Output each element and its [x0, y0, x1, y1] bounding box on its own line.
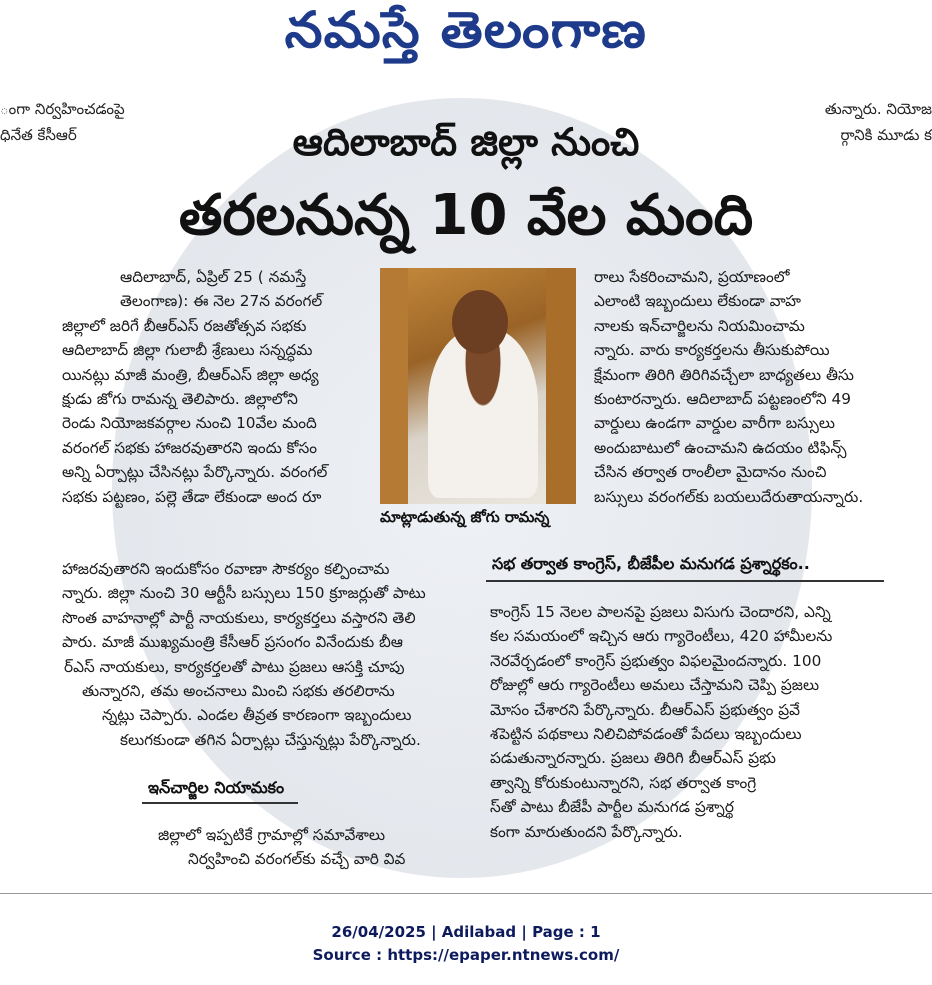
- left-column-full: [62, 557, 482, 752]
- right-column-bottom: [490, 600, 910, 844]
- footer-divider: [0, 893, 932, 894]
- text-line: వార్డులు ఉండగా వార్డుల వారీగా బస్సులు: [594, 414, 835, 433]
- photo-caption: మాట్లాడుతున్న జోగు రామన్న: [380, 508, 550, 526]
- text-line: న్నారు. జిల్లా నుంచి 30 ఆర్టీసీ బస్సులు 150 క్రూజర్లుతో పాటు: [62, 584, 426, 603]
- text-line: సభకు పట్టణం, పల్లె తేడా లేకుండా అంద రూ: [62, 487, 322, 506]
- headline-line-2: తరలనున్న 10 వేల మంది: [178, 183, 754, 248]
- text-line: అన్ని ఏర్పాట్లు చేసినట్లు పేర్కొన్నారు. వరంగల్: [62, 463, 328, 482]
- text-line: జిల్లాలో ఇప్పటికే గ్రామాల్లో సమావేశాలు: [158, 826, 386, 844]
- text-line: పారు. మాజీ ముఖ్యమంత్రి కేసీఆర్ ప్రసంగం వినేందుకు బీఆ: [62, 633, 404, 652]
- text-line: నాలకు ఇన్‌చార్జిలను నియమించామ: [594, 316, 805, 335]
- text-line: ఆదిలాబాద్, ఏప్రిల్ 25 ( నమస్తే: [120, 268, 307, 286]
- subhead-underline: [486, 580, 884, 582]
- text-line: స్‌తో పాటు బీజేపీ పార్టీల మనుగడ ప్రశ్నార్థ: [490, 798, 734, 817]
- text-line: వరంగల్ సభకు హాజరవుతారని ఇందు కోసం: [62, 438, 317, 457]
- text-line: హాజరవుతారని ఇందుకోసం రవాణా సౌకర్యం కల్పించామ: [62, 560, 390, 578]
- text-line: త్వాన్ని కోరుకుంటున్నారని, సభ తర్వాత కాంగ్రె: [490, 773, 757, 792]
- headline-line-1: ఆదిలాబాద్ జిల్లా నుంచి: [292, 120, 640, 164]
- text-line: క్షుడు జోగు రామన్న తెలిపారు. జిల్లాలోని: [62, 390, 298, 409]
- edge-line: తున్నారు. నియోజ: [824, 100, 932, 118]
- footer-date-edition: 26/04/2025 | Adilabad | Page : 1: [331, 923, 601, 941]
- text-line: శపెట్టిన పథకాలు నిలిచిపోవడంతో పేదలు ఇబ్బందులు: [490, 725, 802, 744]
- text-line: న్నారు. వారు కార్యకర్తలను తీసుకుపోయి: [594, 341, 830, 360]
- text-line: చేసిన తర్వాత రాంలీలా మైదానం నుంచి: [594, 463, 827, 482]
- subhead-congress-bjp: సభ తర్వాత కాంగ్రెస్, బీజేపీల మనుగడ ప్రశ్నార్థకం..: [492, 554, 810, 573]
- edge-line: ంగా నిర్వహించడంపై: [0, 100, 125, 118]
- text-line: తెలంగాణ): ఈ నెల 27న వరంగల్: [120, 292, 323, 311]
- text-line: క్షేమంగా తిరిగి తిరిగివచ్చేలా బాధ్యతలు తీసు: [594, 365, 854, 384]
- newspaper-logo: నమస్తే తెలంగాణ: [284, 0, 648, 59]
- edge-line: ధినేత కేసీఆర్: [0, 126, 77, 144]
- text-line: కలుగకుండా తగిన ఏర్పాట్లు చేస్తున్నట్లు పేర్కొన్నారు.: [120, 730, 421, 749]
- text-line: కాంగ్రెస్ 15 నెలల పాలనపై ప్రజలు విసుగు చెందారని, ఎన్ని: [490, 603, 831, 621]
- text-line: నిర్వహించి వరంగల్‌కు వచ్చే వారి వివ: [188, 850, 406, 869]
- text-line: కంగా మారుతుందని పేర్కొన్నారు.: [490, 822, 683, 841]
- text-line: న్నట్లు చెప్పారు. ఎండల తీవ్రత కారణంగా ఇబ్బందులు: [102, 706, 412, 725]
- text-line: కల సమయంలో ఇచ్చిన ఆరు గ్యారెంటీలు, 420 హామీలను: [490, 627, 833, 646]
- masthead: [0, 0, 932, 72]
- text-line: జిల్లాలో జరిగే బీఆర్ఎస్ రజతోత్సవ సభకు: [62, 316, 307, 335]
- left-column-bottom: [148, 823, 478, 872]
- left-column-top: [62, 265, 373, 509]
- text-line: రాలు సేకరించామని, ప్రయాణంలో: [594, 268, 790, 286]
- text-line: పడుతున్నారన్నారు. ప్రజలు తిరిగి బీఆర్ఎస్ ప్రభు: [490, 749, 776, 768]
- text-line: నెరవేర్చడంలో కాంగ్రెస్ ప్రభుత్వం విఫలమైందన్నారు. 100: [490, 651, 822, 670]
- footer-source: Source : https://epaper.ntnews.com/: [312, 946, 620, 964]
- subhead-underline: [142, 802, 298, 804]
- text-line: యినట్లు మాజీ మంత్రి, బీఆర్ఎస్ జిల్లా అధ్య: [62, 365, 319, 384]
- text-line: ర్ఎస్ నాయకులు, కార్యకర్తలతో పాటు ప్రజలు ఆసక్తి చూపు: [64, 657, 405, 676]
- text-line: తున్నారని, తమ అంచనాలు మించి సభకు తరలిరాను: [82, 682, 395, 701]
- text-line: రోజుల్లో ఆరు గ్యారెంటీలు అమలు చేస్తామని చెప్పి ప్రజలు: [490, 676, 820, 695]
- text-line: బస్సులు వరంగల్‌కు బయలుదేరుతాయన్నారు.: [594, 487, 864, 506]
- text-line: ఆదిలాబాద్ జిల్లా గులాబీ శ్రేణులు సన్నద్ధమ: [62, 341, 313, 360]
- edge-line: ర్గానికి మూడు క: [840, 126, 932, 144]
- text-line: అందుబాటులో ఉంచామని ఉదయం టిఫిన్స్: [594, 438, 847, 457]
- text-line: రెండు నియోజకవర్గాల నుంచి 10వేల మంది: [62, 414, 317, 433]
- text-line: సొంత వాహనాల్లో పార్టీ నాయకులు, కార్యకర్తలు వస్తారని తెలి: [62, 608, 416, 627]
- right-column-top: [594, 265, 914, 509]
- photo-jogu-ramanna: [380, 268, 576, 504]
- text-line: మోసం చేశారని పేర్కొన్నారు. బీఆర్ఎస్ ప్రభుత్వం ప్రవే: [490, 700, 800, 719]
- text-line: ఎలాంటి ఇబ్బందులు లేకుండా వాహ: [594, 292, 801, 311]
- text-line: కుంటారన్నారు. ఆదిలాబాద్ పట్టణంలోని 49: [594, 390, 851, 409]
- subhead-incharges: ఇన్‌చార్జిల నియామకం: [148, 778, 285, 797]
